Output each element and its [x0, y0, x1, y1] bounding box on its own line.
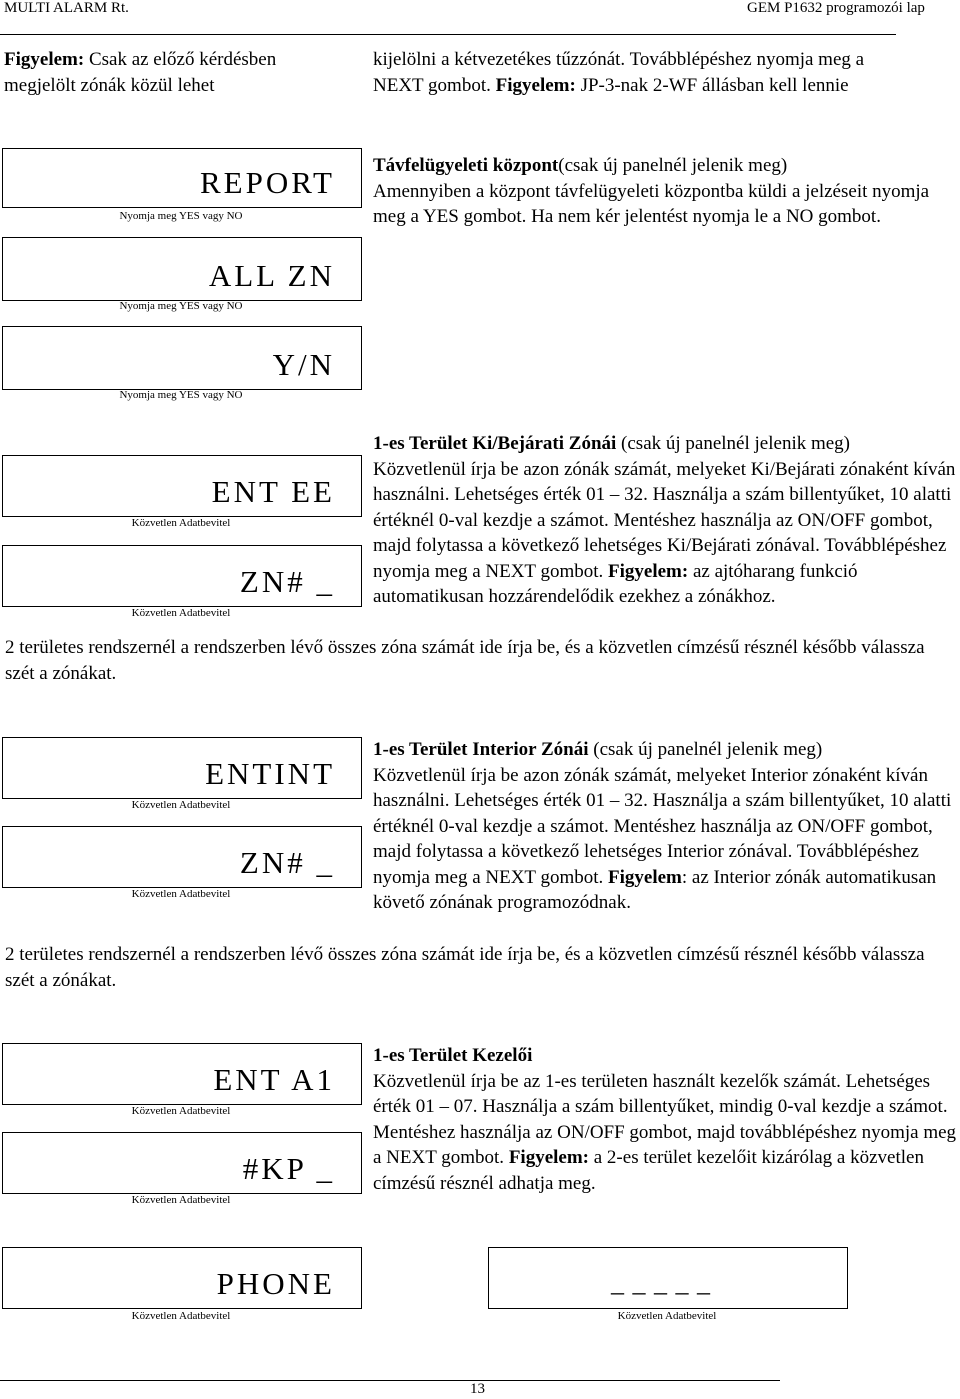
intro-right-line1: kijelölni a kétvezetékes tűzzónát. Továbblépéshez nyomja meg a — [373, 49, 865, 70]
entee-body: Közvetlenül írja be azon zónák számát, melyeket Ki/Bejárati zónaként kíván használni. Lehetséges érték 01 – 32. Használja a szám billentyűket, 10 alatti értéknél 0-val kezdje a számot. Mentéshez használja az ON/OFF gombot, majd folytassa a következő lehetséges Ki/Bejárati zónával. Továbblépéshez nyomja meg a NEXT gombot. — [373, 458, 956, 582]
page-number: 13 — [470, 1381, 485, 1397]
lcd-phone-number — [488, 1247, 848, 1309]
intro-right-line2c: JP-3-nak 2-WF állásban kell lennie — [575, 74, 849, 96]
lcd-yn — [2, 326, 362, 390]
lcd-report — [2, 148, 362, 208]
enta1-description — [373, 1043, 960, 1196]
lcd-all-zn-caption: Nyomja meg YES vagy NO — [119, 300, 243, 312]
lcd-phone-text: PHONE — [216, 1266, 335, 1301]
enta1-warning: Figyelem: — [508, 1147, 589, 1168]
report-title: Távfelügyeleti központ — [373, 155, 559, 176]
lcd-ent-ee — [2, 455, 362, 517]
intro-right-warning: Figyelem: — [495, 74, 576, 96]
enta1-body-end: a 2-es terület kezelőit kizárólag a közvetlen címzésű résznél adhatja meg. — [373, 1147, 924, 1194]
entint-body: Közvetlenül írja be azon zónák számát, melyeket Interior zónaként kíván használni. Lehetséges érték 01 – 32. Használja a szám billentyűket, 10 alatti értéknél 0-val kezdje a számot. Mentéshez használja az ON/OFF gombot, majd folytassa a következő lehetséges Interior zónával. Továbblépéshez nyomja meg a NEXT gombot. — [373, 764, 952, 888]
entee-warning: Figyelem: — [608, 560, 689, 582]
entee-note: 2 területes rendszernél a rendszerben lévő összes zóna számát ide írja be, és a közvetlen címzésű résznél később válassza szét a zónákat. — [5, 637, 925, 684]
entint-warning: Figyelem — [608, 866, 682, 888]
lcd-phone-number-caption: Közvetlen Adatbevitel — [617, 1310, 717, 1322]
header-divider — [0, 34, 896, 35]
header-doc-title: GEM P1632 programozói lap — [747, 0, 925, 16]
lcd-report-caption: Nyomja meg YES vagy NO — [119, 210, 243, 222]
lcd-yn-text: Y/N — [272, 347, 335, 382]
intro-left-text: Csak az előző kérdésben — [84, 49, 277, 70]
entint-title: 1-es Terület Interior Zónái — [373, 739, 589, 760]
entee-title-note: (csak új panelnél jelenik meg) — [616, 433, 851, 454]
intro-right — [373, 47, 864, 98]
lcd-zn-ee-caption: Közvetlen Adatbevitel — [131, 607, 231, 619]
entee-body-end: az ajtóharang funkció automatikusan hozzárendelődik ezekhez a zónákhoz. — [373, 560, 858, 607]
intro-left — [4, 47, 276, 98]
entee-title: 1-es Terület Ki/Bejárati Zónái — [373, 433, 617, 454]
lcd-zn-ee-text: ZN# _ — [239, 564, 335, 599]
lcd-kp — [2, 1132, 362, 1194]
entint-description — [373, 737, 960, 916]
report-title-note: (csak új panelnél jelenik meg) — [558, 155, 788, 176]
footer-divider — [0, 1380, 780, 1381]
lcd-zn-int — [2, 826, 362, 888]
lcd-zn-ee — [2, 545, 362, 607]
lcd-ent-ee-caption: Közvetlen Adatbevitel — [131, 517, 231, 529]
intro-left-line2: megjelölt zónák közül lehet — [4, 74, 215, 96]
entint-note: 2 területes rendszernél a rendszerben lévő összes zóna számát ide írja be, és a közvetlen címzésű résznél később válassza szét a zónákat. — [5, 944, 925, 991]
header-company: MULTI ALARM Rt. — [4, 0, 129, 16]
intro-warning-label: Figyelem: — [4, 49, 85, 70]
enta1-title: 1-es Terület Kezelői — [373, 1045, 533, 1066]
lcd-ent-a1-text: ENT A1 — [213, 1062, 335, 1097]
entee-description — [373, 431, 960, 610]
lcd-phone — [2, 1247, 362, 1309]
report-description — [373, 153, 958, 230]
lcd-all-zn — [2, 237, 362, 301]
lcd-phone-caption: Közvetlen Adatbevitel — [131, 1310, 231, 1322]
lcd-yn-caption: Nyomja meg YES vagy NO — [119, 389, 243, 401]
lcd-report-text: REPORT — [200, 165, 335, 200]
lcd-zn-int-text: ZN# _ — [239, 845, 335, 880]
lcd-ent-a1 — [2, 1043, 362, 1105]
entint-title-note: (csak új panelnél jelenik meg) — [588, 739, 823, 760]
lcd-zn-int-caption: Közvetlen Adatbevitel — [131, 888, 231, 900]
lcd-phone-number-text: _ _ _ _ _ — [611, 1268, 711, 1297]
report-body: Amennyiben a központ távfelügyeleti központba küldi a jelzéseit nyomja meg a YES gombot. Ha nem kér jelentést nyomja le a NO gombot. — [373, 180, 930, 227]
entint-body-end: : az Interior zónák automatikusan követő zónának programozódnak. — [373, 866, 937, 913]
lcd-kp-text: #KP _ — [242, 1151, 335, 1186]
lcd-entint-text: ENTINT — [205, 756, 335, 791]
lcd-all-zn-text: ALL ZN — [208, 258, 335, 293]
enta1-body: Közvetlenül írja be az 1-es területen használt kezelők számát. Lehetséges érték 01 – 07. Használja a szám billentyűket, mindig 0-val kezdje a számot. Mentéshez használja az ON/OFF gombot, majd továbblépéshez nyomja meg a NEXT gombot. — [373, 1070, 957, 1168]
lcd-entint — [2, 737, 362, 799]
lcd-ent-a1-caption: Közvetlen Adatbevitel — [131, 1105, 231, 1117]
lcd-kp-caption: Közvetlen Adatbevitel — [131, 1194, 231, 1206]
lcd-entint-caption: Közvetlen Adatbevitel — [131, 799, 231, 811]
lcd-ent-ee-text: ENT EE — [211, 474, 335, 509]
intro-right-line2a: NEXT gombot. — [373, 74, 496, 96]
